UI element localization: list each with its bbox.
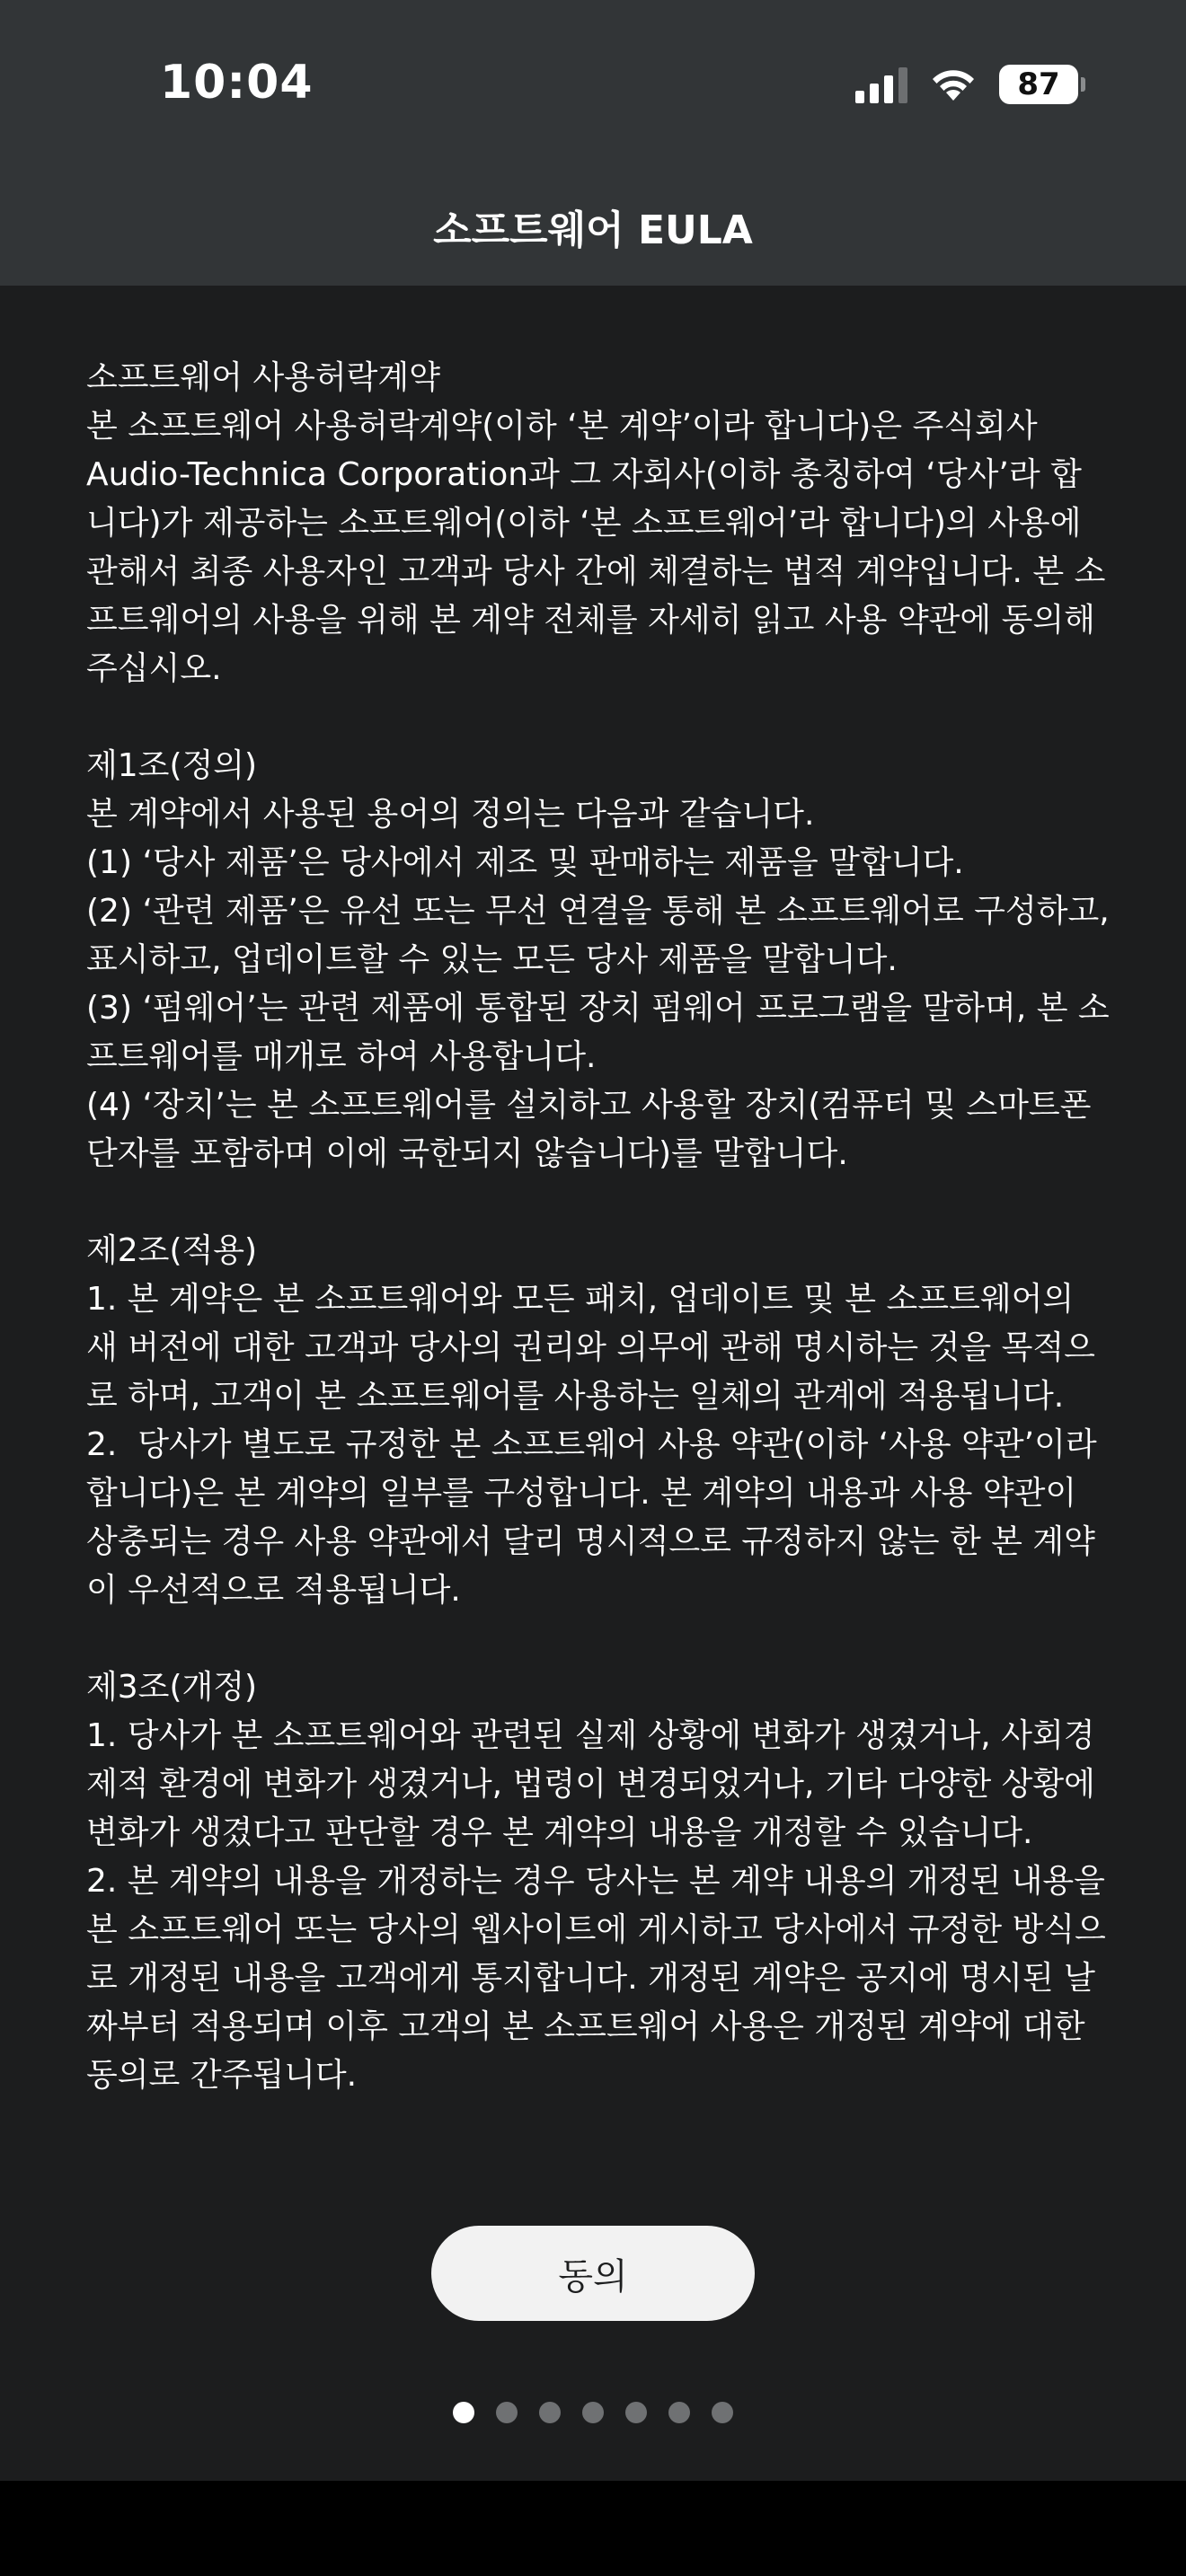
page-dot: [668, 2402, 690, 2423]
top-bar: [0, 0, 1186, 286]
battery-icon: [999, 65, 1078, 104]
signal-icon: [855, 66, 907, 103]
eula-scroll-area[interactable]: [86, 354, 1111, 2147]
status-time: 10:04: [160, 56, 314, 110]
page-dot: [539, 2402, 561, 2423]
status-icons: [855, 65, 1078, 104]
eula-text: 소프트웨어 사용허락계약 본 소프트웨어 사용허락계약(이하 ‘본 계약’이라 합니다)은 주식회사 Audio-Technica Corporation과 그 자회사(이하 총칭하여 ‘당사’라 합니다)가 제공하는 소프트웨어(이하 ‘본 소프트웨어’라 합니다)의 사용에 관해서 최종 사용자인 고객과 당사 간에 체결하는 법적 계약입니다. 본 소프트웨어의 사용을 위해 본 계약 전체를 자세히 읽고 사용 약관에 동의해 주십시오. 제1조(정의) 본 계약에서 사용된 용어의 정의는 다음과 같습니다. (1) ‘당사 제품’은 당사에서 제조 및 판매하는 제품을 말합니다. (2) ‘관련 제품’은 유선 또는 무선 연결을 통해 본 소프트웨어로 구성하고, 표시하고, 업데이트할 수 있는 모든 당사 제품을 말합니다. (3) ‘펌웨어’는 관련 제품에 통합된 장치 펌웨어 프로그램을 말하며, 본 소프트웨어를 매개로 하여 사용합니다. (4) ‘장치’는 본 소프트웨어를 설치하고 사용할 장치(컴퓨터 및 스마트폰 단자를 포함하며 이에 국한되지 않습니다)를 말합니다. 제2조(적용) 1. 본 계약은 본 소프트웨어와 모든 패치, 업데이트 및 본 소프트웨어의 새 버전에 대한 고객과 당사의 권리와 의무에 관해 명시하는 것을 목적으로 하며, 고객이 본 소프트웨어를 사용하는 일체의 관계에 적용됩니다. 2. 당사가 별도로 규정한 본 소프트웨어 사용 약관(이하 ‘사용 약관’이라 합니다)은 본 계약의 일부를 구성합니다. 본 계약의 내용과 사용 약관이 상충되는 경우 사용 약관에서 달리 명시적으로 규정하지 않는 한 본 계약이 우선적으로 적용됩니다. 제3조(개정) 1. 당사가 본 소프트웨어와 관련된 실제 상황에 변화가 생겼거나, 사회경제적 환경에 변화가 생겼거나, 법령이 변경되었거나, 기타 다양한 상황에 변화가 생겼다고 판단할 경우 본 계약의 내용을 개정할 수 있습니다. 2. 본 계약의 내용을 개정하는 경우 당사는 본 계약 내용의 개정된 내용을 본 소프트웨어 또는 당사의 웹사이트에 게시하고 당사에서 규정한 방식으로 개정된 내용을 고객에게 통지합니다. 개정된 계약은 공지에 명시된 날짜부터 적용되며 이후 고객의 본 소프트웨어 사용은 개정된 계약에 대한 동의로 간주됩니다.: [86, 359, 1110, 2094]
agree-button[interactable]: 동의: [431, 2226, 755, 2321]
page-indicator: [0, 2402, 1186, 2423]
eula-panel: [0, 286, 1186, 2481]
page-dot: [625, 2402, 647, 2423]
page-dot: [496, 2402, 518, 2423]
battery-level: 87: [1017, 66, 1060, 102]
wifi-icon: [927, 65, 979, 104]
page-dot: [582, 2402, 604, 2423]
page-dot: [712, 2402, 733, 2423]
page-title: 소프트웨어 EULA: [433, 207, 753, 253]
page-dot-active: [453, 2402, 474, 2423]
